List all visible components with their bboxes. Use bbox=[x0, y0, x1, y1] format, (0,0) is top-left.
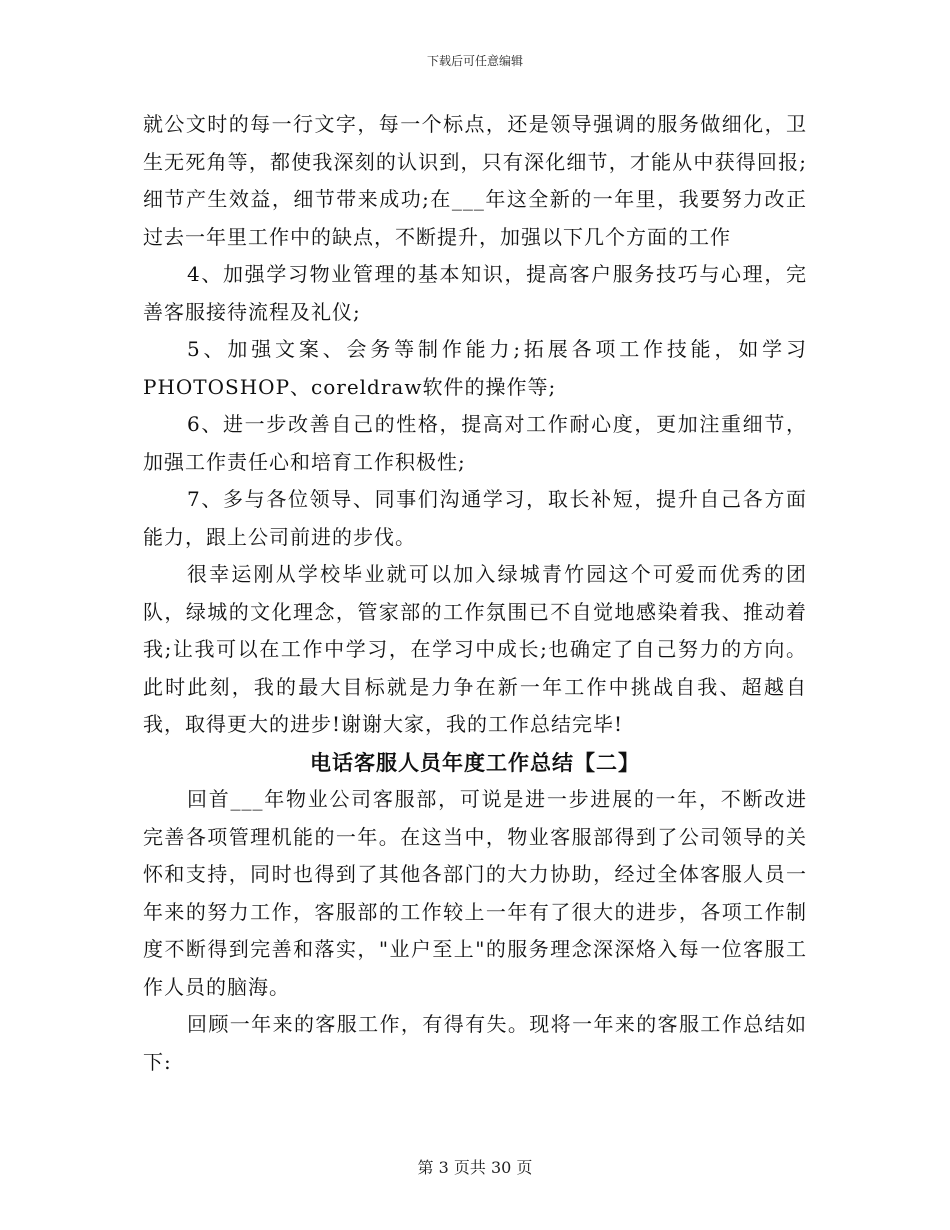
document-body bbox=[143, 106, 807, 1081]
paragraph-item-7: 7、多与各位领导、同事们沟通学习，取长补短，提升自己各方面能力，跟上公司前进的步伐。 bbox=[143, 487, 807, 549]
section-paragraph-review: 回顾一年来的客服工作，有得有失。现将一年来的客服工作总结如下: bbox=[143, 1012, 807, 1074]
paragraph-item-6: 6、进一步改善自己的性格，提高对工作耐心度，更加注重细节，加强工作责任心和培育工作积极性; bbox=[143, 412, 807, 474]
paragraph-continuation: 就公文时的每一行文字，每一个标点，还是领导强调的服务做细化，卫生无死角等，都使我深刻的认识到，只有深化细节，才能从中获得回报;细节产生效益，细节带来成功;在___年这全新的一年里，我要努力改正过去一年里工作中的缺点，不断提升，加强以下几个方面的工作 bbox=[143, 112, 807, 249]
section-paragraph-intro: 回首___年物业公司客服部，可说是进一步进展的一年，不断改进完善各项管理机能的一年。在这当中，物业客服部得到了公司领导的关怀和支持，同时也得到了其他各部门的大力协助，经过全体客服人员一年来的努力工作，客服部的工作较上一年有了很大的进步，各项工作制度不断得到完善和落实，"业户至上"的服务理念深深烙入每一位客服工作人员的脑海。 bbox=[143, 787, 807, 999]
paragraph-item-5: 5、加强文案、会务等制作能力;拓展各项工作技能，如学习PHOTOSHOP、coreldraw软件的操作等; bbox=[143, 337, 807, 399]
paragraph-closing: 很幸运刚从学校毕业就可以加入绿城青竹园这个可爱而优秀的团队，绿城的文化理念，管家部的工作氛围已不自觉地感染着我、推动着我;让我可以在工作中学习，在学习中成长;也确定了自己努力的方向。此时此刻，我的最大目标就是力争在新一年工作中挑战自我、超越自我，取得更大的进步!谢谢大家，我的工作总结完毕! bbox=[143, 562, 807, 736]
section-title: 电话客服人员年度工作总结【二】 bbox=[310, 749, 640, 775]
page-footer: 第 3 页共 30 页 bbox=[417, 1158, 533, 1177]
paragraph-item-4: 4、加强学习物业管理的基本知识，提高客户服务技巧与心理，完善客服接待流程及礼仪; bbox=[143, 262, 807, 324]
page-header: 下载后可任意编辑 bbox=[426, 54, 523, 68]
